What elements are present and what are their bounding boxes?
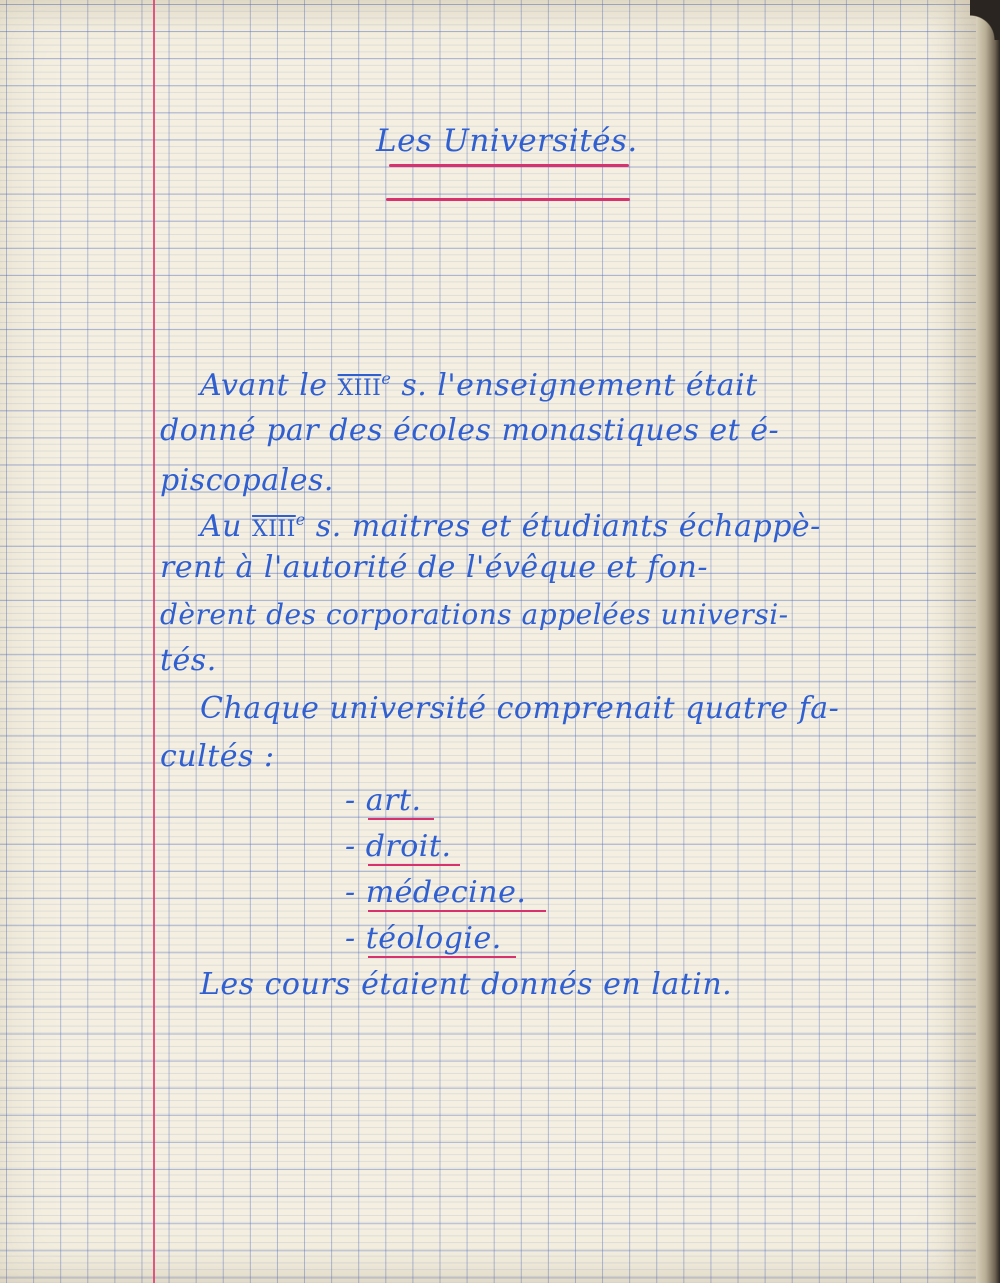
closing-line: Les cours étaient donnés en latin. (200, 967, 733, 1002)
title-underline-2 (386, 198, 630, 201)
paragraph-1-line-3: piscopales. (160, 463, 334, 498)
faculty-item: - art. (345, 783, 422, 818)
page-corner (970, 0, 1000, 40)
title-underline-1 (389, 164, 629, 167)
faculty-underline (368, 910, 546, 912)
faculty-name: téologie (365, 921, 492, 956)
faculty-name: droit (365, 829, 442, 864)
paragraph-2-line-4: tés. (160, 643, 217, 678)
century-numeral: XIII (337, 376, 382, 401)
faculty-item: - médecine. (345, 875, 527, 910)
faculty-item: - téologie. (345, 921, 502, 956)
paragraph-2-line-1: Au XIIIe s. maitres et étudiants échappè- (200, 509, 821, 544)
century-numeral: XIII (252, 517, 296, 542)
faculty-item: - droit. (345, 829, 452, 864)
paragraph-2-line-2: rent à l'autorité de l'évêque et fon- (160, 550, 708, 585)
faculty-underline (368, 864, 460, 866)
faculty-underline (368, 818, 434, 820)
paragraph-3-line-1: Chaque université comprenait quatre fa- (200, 691, 840, 726)
faculty-underline (368, 956, 516, 958)
page-edge (976, 0, 1000, 1283)
paragraph-1-line-2: donné par des écoles monastiques et é- (160, 413, 780, 448)
page-title: Les Universités. (376, 123, 638, 159)
paragraph-1-line-1: Avant le XIIIe s. l'enseignement était (200, 368, 758, 403)
faculty-name: médecine (365, 875, 517, 910)
faculty-name: art (365, 783, 412, 818)
paragraph-3-line-2: cultés : (160, 739, 275, 774)
margin-line (153, 0, 155, 1283)
paragraph-2-line-3: dèrent des corporations appelées universi- (160, 598, 789, 631)
